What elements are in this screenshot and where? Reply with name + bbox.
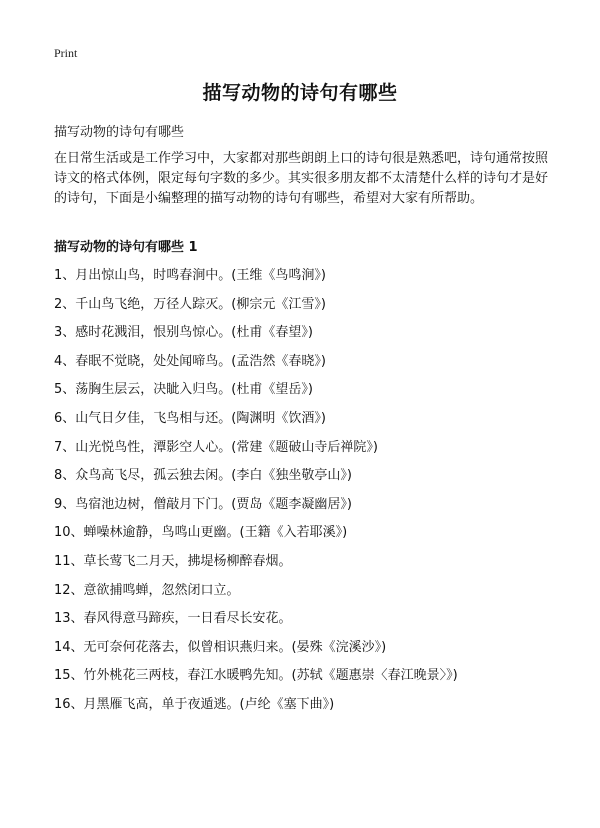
poem-line-14: 14、无可奈何花落去，似曾相识燕归来。(晏殊《浣溪沙》)	[54, 639, 387, 655]
poem-line-12: 12、意欲捕鸣蝉，忽然闭口立。	[54, 582, 240, 598]
poem-line-13: 13、春风得意马蹄疾，一日看尽长安花。	[54, 611, 292, 627]
poem-line-11: 11、草长莺飞二月天，拂堤杨柳醉春烟。	[54, 553, 292, 569]
poem-line-3: 3、感时花溅泪，恨别鸟惊心。(杜甫《春望》)	[54, 325, 313, 341]
document-title: 描写动物的诗句有哪些	[202, 82, 398, 104]
document-subtitle: 描写动物的诗句有哪些	[54, 125, 185, 140]
poem-line-2: 2、千山鸟飞绝，万径人踪灭。(柳宗元《江雪》)	[54, 296, 326, 312]
poem-line-8: 8、众鸟高飞尽，孤云独去闲。(李白《独坐敬亭山》)	[54, 468, 352, 484]
poem-line-7: 7、山光悦鸟性，潭影空人心。(常建《题破山寺后禅院》)	[54, 439, 378, 455]
poem-list	[54, 266, 554, 724]
poem-line-15: 15、竹外桃花三两枝，春江水暖鸭先知。(苏轼《题惠崇〈春江晚景〉》)	[54, 668, 458, 684]
poem-line-6: 6、山气日夕佳，飞鸟相与还。(陶渊明《饮酒》)	[54, 410, 326, 426]
poem-line-1: 1、月出惊山鸟，时鸣春涧中。(王维《鸟鸣涧》)	[54, 268, 326, 283]
intro-paragraph: 在日常生活或是工作学习中，大家都对那些朗朗上口的诗句很是熟悉吧，诗句通常按照诗文的格式体例，限定每句字数的多少。其实很多朋友都不太清楚什么样的诗句才是好的诗句，下面是小编整理的描写动物的诗句有哪些，希望对大家有所帮助。	[54, 151, 549, 206]
poem-line-16: 16、月黑雁飞高，单于夜遁逃。(卢纶《塞下曲》)	[54, 696, 335, 712]
print-link[interactable]: Print	[54, 46, 78, 60]
section-heading: 描写动物的诗句有哪些 1	[54, 240, 198, 255]
poem-line-10: 10、蝉噪林逾静，鸟鸣山更幽。(王籍《入若耶溪》)	[54, 525, 348, 541]
poem-line-9: 9、鸟宿池边树，僧敲月下门。(贾岛《题李凝幽居》)	[54, 496, 352, 512]
poem-line-5: 5、荡胸生层云，决眦入归鸟。(杜甫《望岳》)	[54, 382, 313, 398]
poem-line-4: 4、春眠不觉晓，处处闻啼鸟。(孟浩然《春晓》)	[54, 353, 326, 369]
